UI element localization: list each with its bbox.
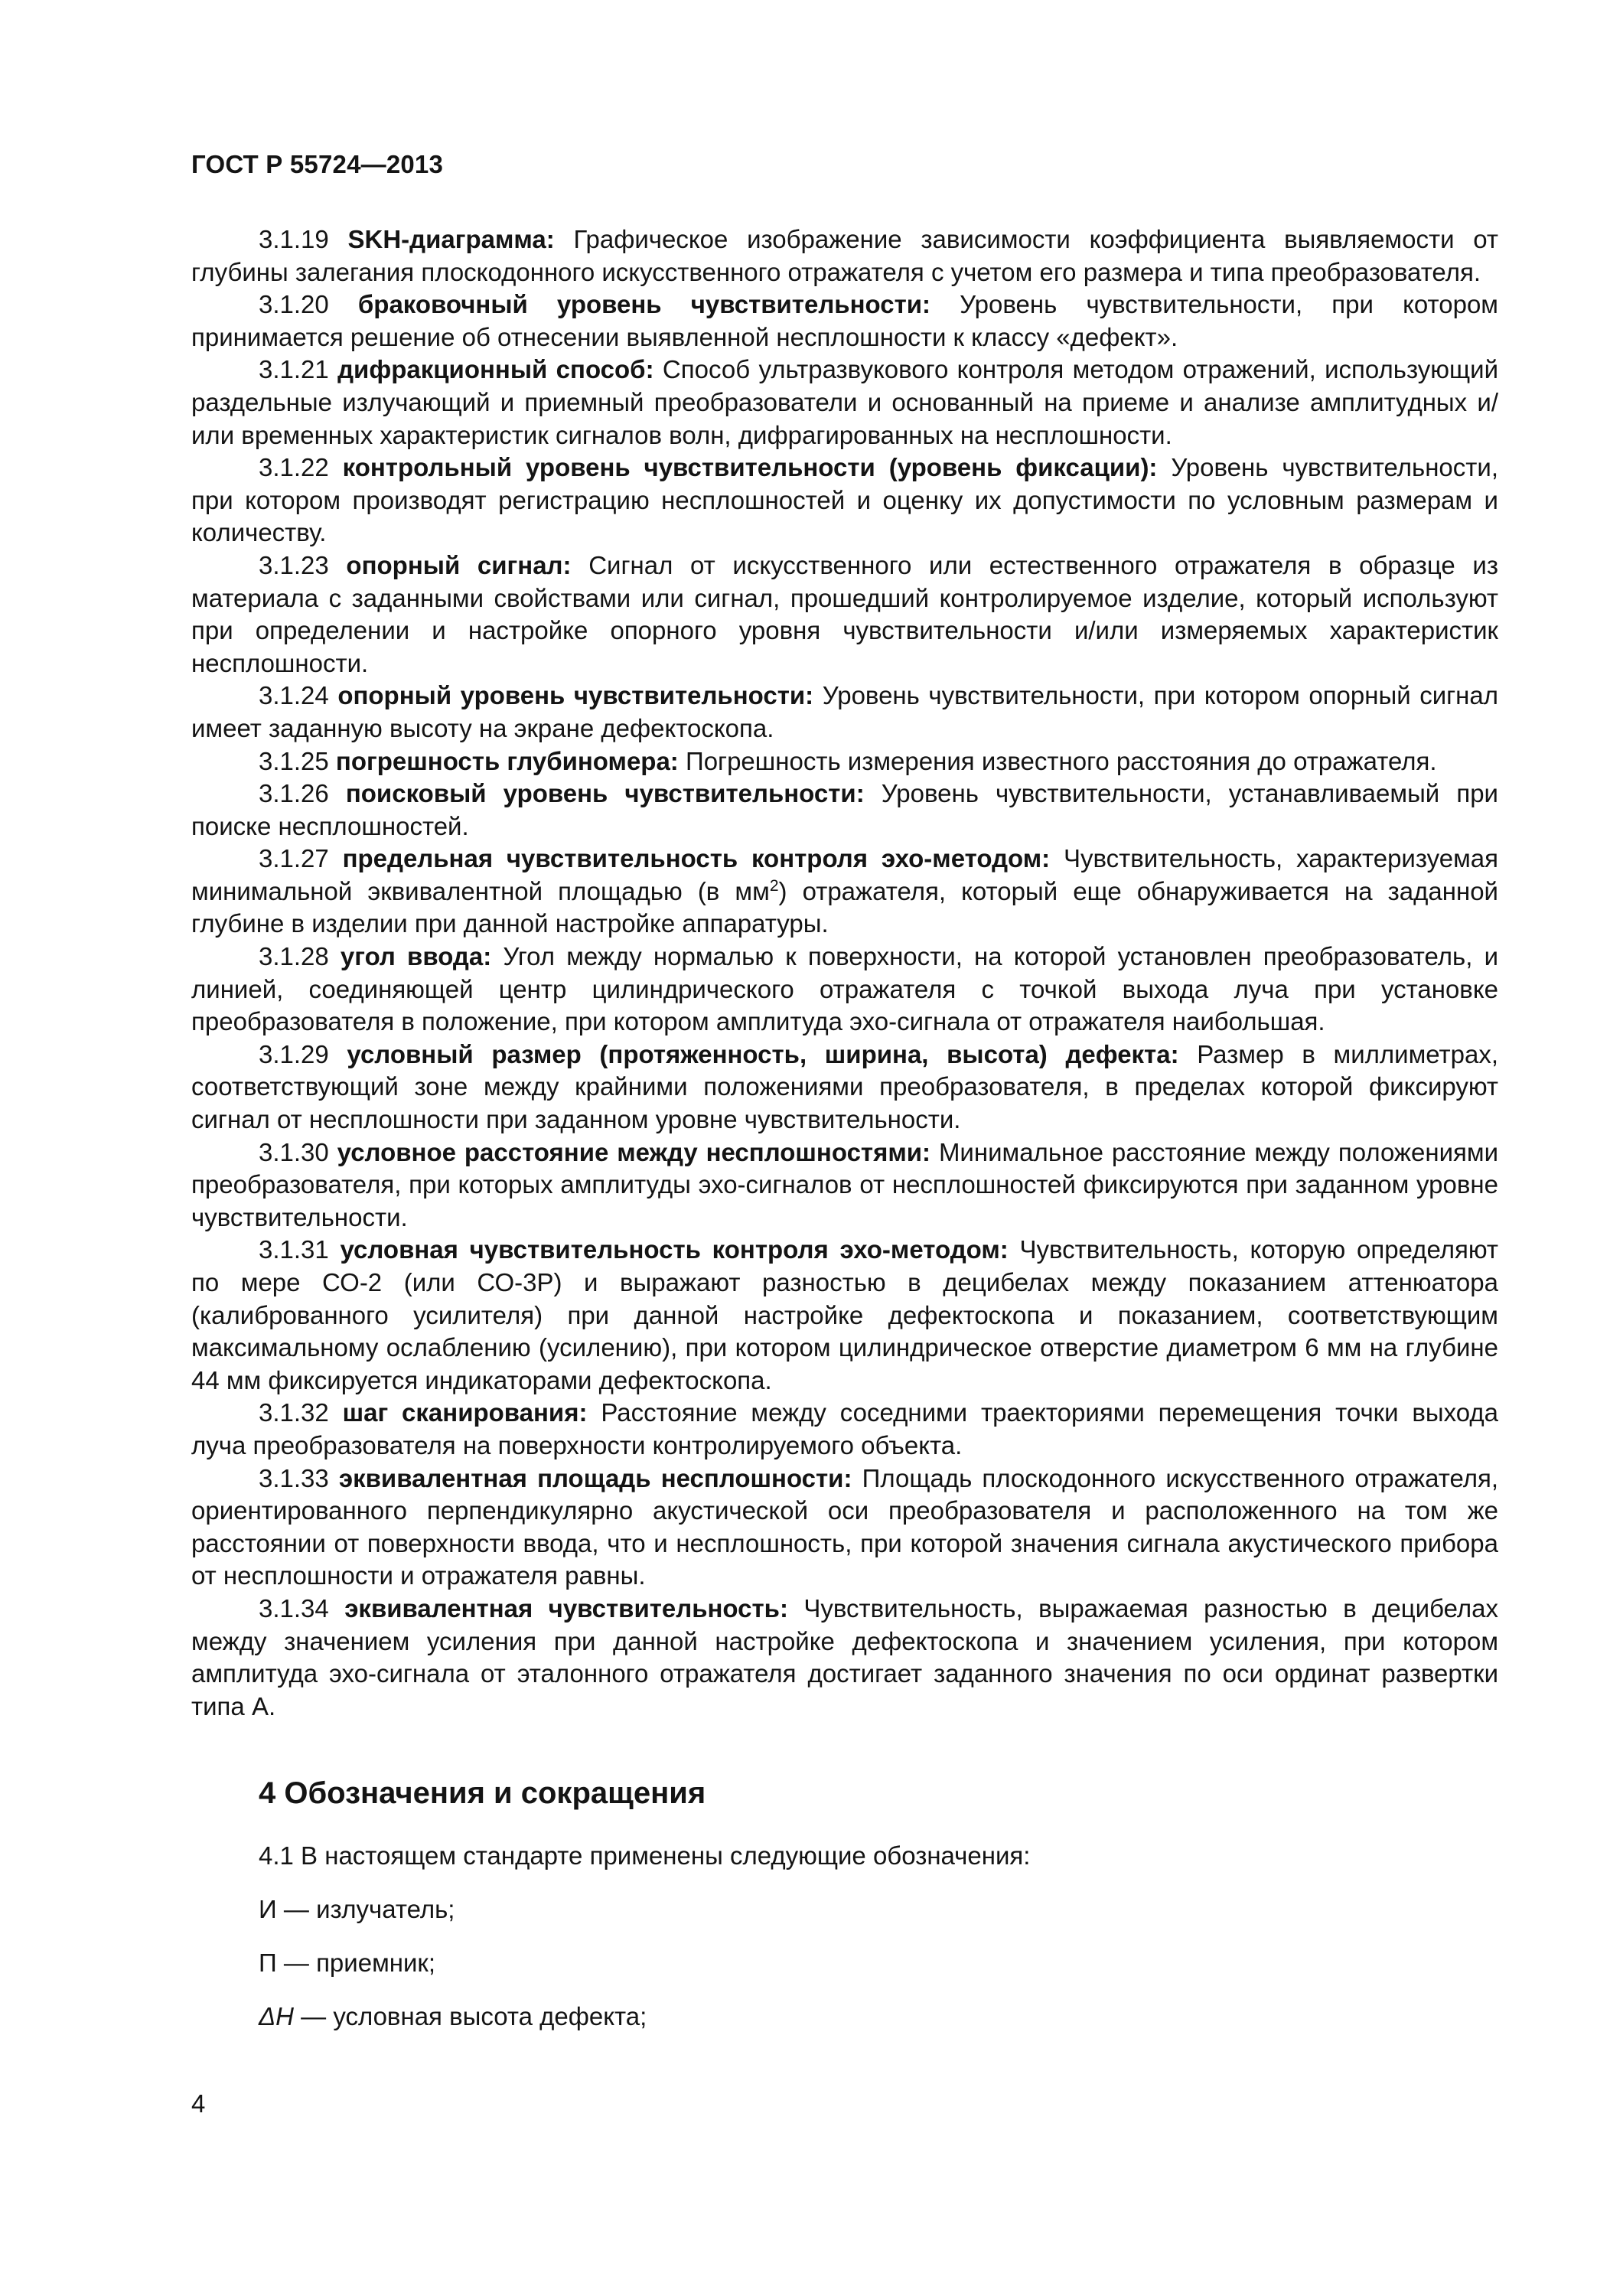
definition-text: Уровень чувствительности, при котором принимается решение об отнесении выявленной несплошности к классу «дефект». [191, 290, 1498, 351]
term: условная чувствительность контроля эхо-методом: [340, 1235, 1009, 1264]
definition-text-cont: ) отражателя, который еще обнаруживается на заданной глубине в изделии при данной настройке аппаратуры. [191, 876, 1498, 938]
term: опорный уровень чувствительности: [337, 681, 814, 710]
symbol: ΔH [259, 2002, 294, 2031]
clause-number: 3.1.19 [259, 225, 329, 253]
symbol: П [259, 1949, 277, 1978]
clause-number: 3.1.24 [259, 681, 329, 710]
definition-text: Способ ультразвукового контроля методом отражений, использующий раздельные излучающий и приемный преобразователи и основанный на приеме и анализе амплитудных и/или временных характеристик сигналов волн, дифрагированных на несплошности. [191, 355, 1499, 449]
definition-3-1-23 [191, 550, 1498, 680]
definition-3-1-20 [191, 289, 1498, 354]
clause-number: 3.1.25 [259, 746, 329, 775]
clause-number: 3.1.23 [259, 550, 329, 579]
clause-number: 3.1.28 [259, 942, 329, 971]
term: угол ввода: [340, 942, 492, 971]
definition-3-1-19 [191, 223, 1498, 289]
definition-3-1-32 [191, 1397, 1498, 1462]
definition-text: Уровень чувствительности, устанавливаемый при поиске несплошностей. [191, 779, 1498, 840]
definition-3-1-28 [191, 941, 1498, 1039]
term: условное расстояние между несплошностями: [337, 1137, 931, 1166]
definition-3-1-21 [191, 354, 1498, 452]
term: предельная чувствительность контроля эхо-методом: [342, 844, 1051, 873]
definition-text: Чувствительность, характеризуемая минимальной эквивалентной площадью (в мм [191, 844, 1499, 905]
dash: — [276, 1895, 317, 1924]
term: условный размер (протяженность, ширина, высота) дефекта: [347, 1039, 1179, 1068]
definition-text: Графическое изображение зависимости коэффициента выявляемости от глубины залегания плоскодонного искусственного отражателя с учетом его размера и типа преобразователя. [191, 225, 1498, 286]
definition-text: Минимальное расстояние между положениями преобразователя, при которых амплитуды эхо-сигналов от несплошностей фиксируются при заданном уровне чувствительности. [191, 1137, 1499, 1231]
document-body [191, 223, 1498, 2033]
definition-text: Чувствительность, выражаемая разностью в децибелах между значением усиления при данной настройке дефектоскопа и значением усиления, при котором амплитуда эхо-сигнала от эталонного отражателя достигает заданного значения по оси ординат развертки типа А. [191, 1593, 1499, 1720]
definition-3-1-34 [191, 1593, 1498, 1723]
symbol-meaning: приемник; [316, 1949, 436, 1978]
symbol-entry [259, 1947, 1498, 1979]
term: браковочный уровень чувствительности: [357, 290, 931, 319]
definition-text: Чувствительность, которую определяют по мере СО-2 (или СО-3Р) и выражают разностью в децибелах между показанием аттенюатора (калиброванного усилителя) при данной настройке дефектоскопа и показанием, соответствующим максимальному ослаблению (усилению), при котором цилиндрическое отверстие диаметром 6 мм на глубине 44 мм фиксируется индикаторами дефектоскопа. [191, 1235, 1498, 1394]
definition-text: Уровень чувствительности, при котором производят регистрацию несплошностей и оценку их допустимости по условным размерам и количеству. [191, 453, 1499, 547]
clause-number: 3.1.20 [259, 290, 329, 319]
symbol-entry [259, 1893, 1498, 1926]
clause-number: 3.1.29 [259, 1039, 329, 1068]
definition-3-1-26 [191, 778, 1498, 843]
definition-text: Уровень чувствительности, при котором опорный сигнал имеет заданную высоту на экране дефектоскопа. [191, 681, 1499, 742]
term: поисковый уровень чувствительности: [345, 779, 865, 808]
section-heading: 4 Обозначения и сокращения [259, 1776, 706, 1811]
definition-text: Угол между нормалью к поверхности, на которой установлен преобразователь, и линией, соединяющей центр цилиндрического отражателя с точкой выхода луча при установке преобразователя в положение, при котором амплитуда эхо-сигнала от отражателя наибольшая. [191, 942, 1499, 1036]
superscript: 2 [769, 876, 779, 895]
symbol-entry [259, 2001, 1498, 2033]
clause-number: 3.1.26 [259, 779, 329, 808]
symbol-meaning: условная высота дефекта; [333, 2002, 647, 2031]
definition-text: Размер в миллиметрах, соответствующий зоне между крайними положениями преобразователя, в пределах которой фиксируют сигнал от несплошности при заданном уровне чувствительности. [191, 1039, 1499, 1134]
term: эквивалентная чувствительность: [344, 1593, 788, 1623]
page-number: 4 [191, 2089, 206, 2118]
section-intro: 4.1 В настоящем стандарте применены следующие обозначения: [259, 1841, 1031, 1870]
definition-3-1-27 [191, 843, 1498, 941]
term: дифракционный способ: [337, 355, 654, 384]
definition-text: Площадь плоскодонного искусственного отражателя, ориентированного перпендикулярно акустической оси преобразователя и расположенного на том же расстоянии от поверхности ввода, что и несплошность, при которой значения сигнала акустического прибора от несплошности и отражателя равны. [191, 1463, 1498, 1590]
clause-number: 3.1.22 [259, 453, 329, 482]
term: шаг сканирования: [342, 1398, 588, 1427]
term: эквивалентная площадь несплошности: [338, 1463, 852, 1492]
symbol-meaning: излучатель; [316, 1895, 455, 1924]
symbol: И [259, 1895, 277, 1924]
term: контрольный уровень чувствительности (уровень фиксации): [342, 453, 1158, 482]
term: SKH-диаграмма: [347, 225, 555, 253]
definition-3-1-24 [191, 680, 1498, 745]
dash: — [293, 2002, 334, 2031]
clause-number: 3.1.32 [259, 1398, 329, 1427]
definition-text: Погрешность измерения известного расстояния до отражателя. [685, 746, 1437, 775]
dash: — [276, 1949, 317, 1978]
clause-number: 3.1.30 [259, 1137, 329, 1166]
definition-3-1-30 [191, 1137, 1498, 1234]
definition-text: Расстояние между соседними траекториями перемещения точки выхода луча преобразователя на поверхности контролируемого объекта. [191, 1398, 1499, 1459]
clause-number: 3.1.34 [259, 1593, 329, 1623]
definition-3-1-29 [191, 1039, 1498, 1137]
term: опорный сигнал: [346, 550, 572, 579]
clause-number: 3.1.31 [259, 1235, 329, 1264]
term: погрешность глубиномера: [335, 746, 679, 775]
definition-3-1-22 [191, 452, 1498, 550]
definition-3-1-31 [191, 1234, 1498, 1397]
clause-number: 3.1.33 [259, 1463, 329, 1492]
definition-text: Сигнал от искусственного или естественного отражателя в образце из материала с заданными свойствами или сигнал, прошедший контролируемое изделие, который используют при определении и настройке опорного уровня чувствительности и/или измеряемых характеристик несплошности. [191, 550, 1498, 677]
clause-number: 3.1.21 [259, 355, 329, 384]
clause-number: 3.1.27 [259, 844, 329, 873]
definition-3-1-33 [191, 1463, 1498, 1593]
definition-3-1-25 [191, 745, 1498, 778]
document-header: ГОСТ Р 55724—2013 [191, 150, 444, 178]
